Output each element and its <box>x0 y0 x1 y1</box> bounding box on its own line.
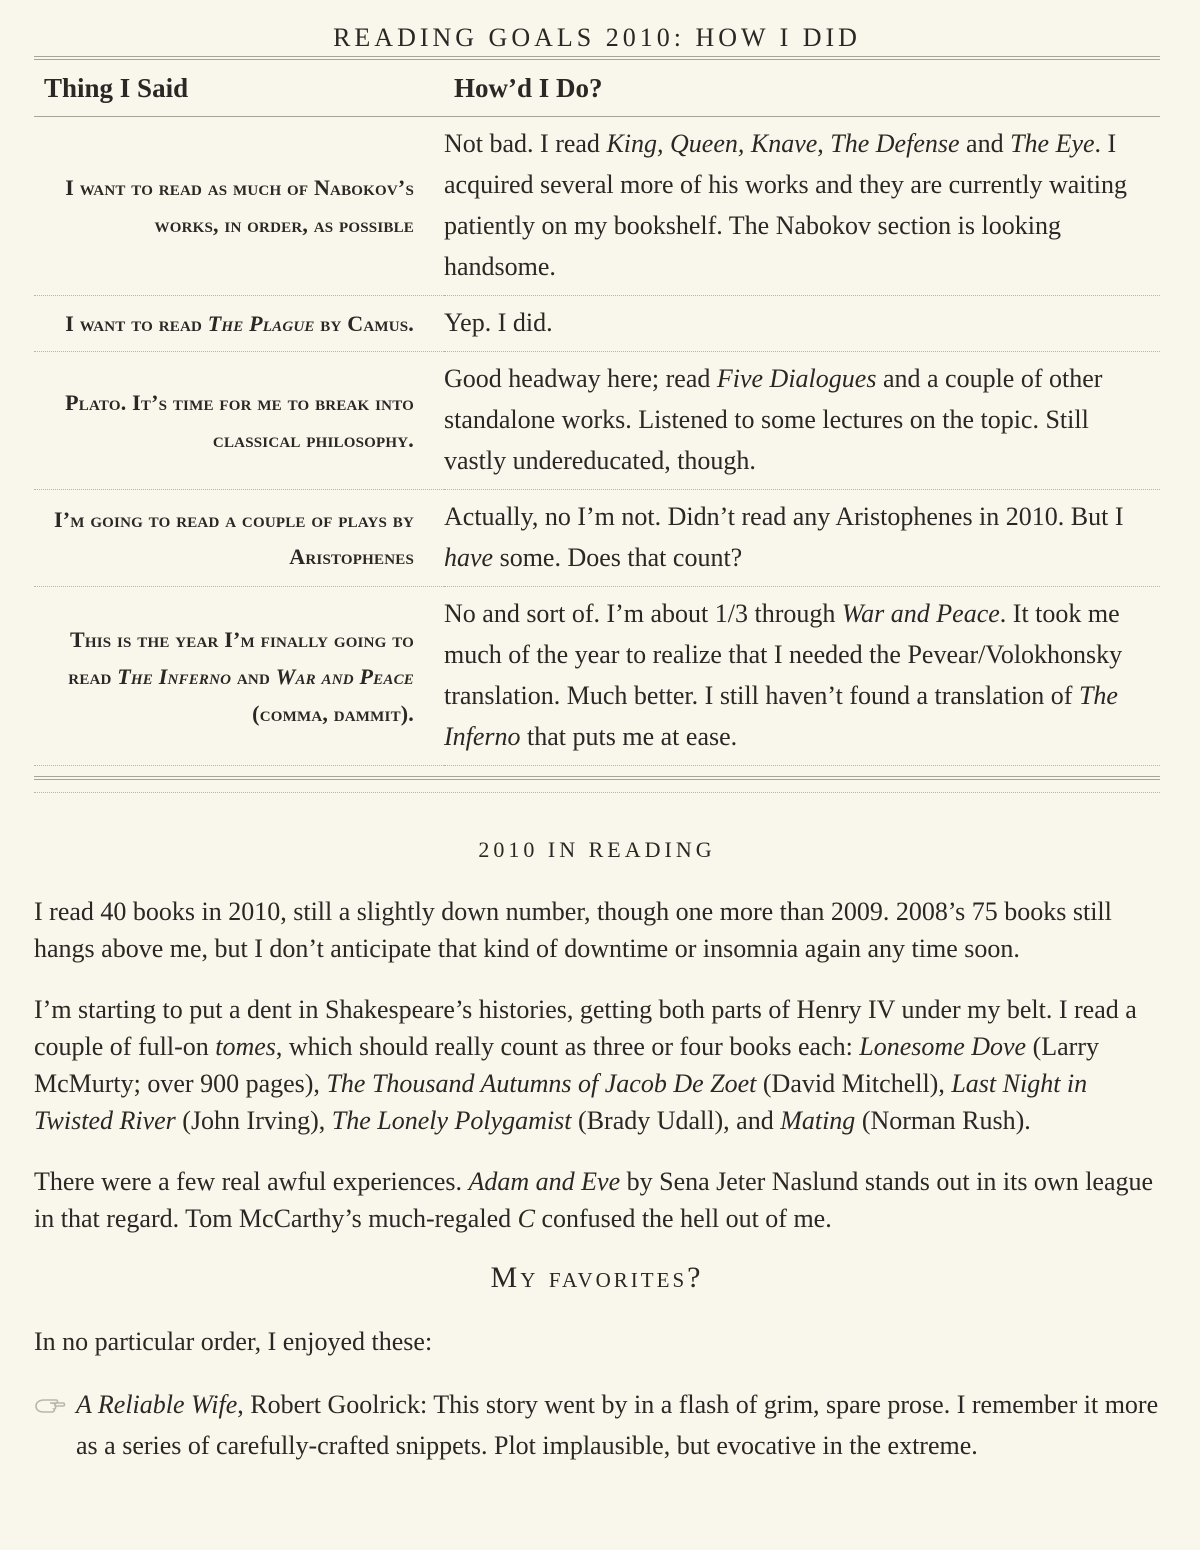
result-cell <box>444 587 1160 766</box>
result-cell <box>444 117 1160 296</box>
table-row <box>34 296 1160 352</box>
goal-cell: I’m going to read a couple of plays by Aristophenes <box>34 490 444 587</box>
book-title: The Inferno <box>117 663 232 689</box>
text: I’m starting to put a dent in Shakespeare’s histories, getting both parts of Henry IV under my belt. I read a couple of full-on <box>34 995 1137 1061</box>
goal-cell <box>34 296 444 352</box>
pointing-hand-icon <box>34 1392 66 1416</box>
text: (David Mitchell), <box>756 1069 952 1098</box>
table-caption: READING GOALS 2010: HOW I DID <box>333 23 861 52</box>
result-cell <box>444 490 1160 587</box>
emphasis: have <box>444 543 494 572</box>
result-cell: Yep. I did. <box>444 296 1160 352</box>
paragraph <box>34 991 1160 1139</box>
text: (Brady Udall), and <box>571 1106 781 1135</box>
section-divider <box>34 792 1160 793</box>
result-text: Not bad. I read <box>444 129 607 158</box>
text: , which should really count as three or four books each: <box>275 1032 860 1061</box>
reading-goals-table <box>34 60 1160 766</box>
goal-text: I want to read <box>65 311 208 336</box>
goal-text: (comma, dammit). <box>252 700 414 726</box>
result-text: and a couple of other standalone works. Listened to some lectures on the topic. Still vastly undereducated, though. <box>444 364 1103 475</box>
goal-text: This is the year I’m finally going to read <box>68 626 414 689</box>
book-title: Adam and Eve <box>468 1167 621 1196</box>
book-title: The Inferno <box>444 681 1118 751</box>
favorites-list <box>34 1384 1160 1466</box>
book-title: The Eye <box>1010 129 1095 158</box>
result-text: and <box>959 129 1011 158</box>
result-text: No and sort of. I’m about 1/3 through <box>444 599 842 628</box>
book-title: The Lonely Polygamist <box>331 1106 572 1135</box>
result-text: Actually, no I’m not. Didn’t read any Aristophenes in 2010. But I <box>444 502 1124 531</box>
paragraph: In no particular order, I enjoyed these: <box>34 1327 433 1356</box>
result-text: that puts me at ease. <box>520 722 738 751</box>
header-thing-i-said: Thing I Said <box>34 60 444 117</box>
paragraph: I read 40 books in 2010, still a slightly down number, though one more than 2009. 2008’s 75 books still hangs above me, but I don’t anticipate that kind of downtime or insomnia again any time soon. <box>34 897 1112 963</box>
text: by Sena Jeter Naslund stands out in its own league in that regard. Tom McCarthy’s much-regaled <box>34 1167 1154 1233</box>
header-howd-i-do: How’d I Do? <box>444 60 1160 117</box>
book-title: Five Dialogues <box>716 364 877 393</box>
text: There were a few real awful experiences. <box>34 1167 469 1196</box>
result-text: some. Does that count? <box>493 543 743 572</box>
book-title: Last Night in Twisted River <box>34 1069 1088 1135</box>
text: confused the hell out of me. <box>534 1204 832 1233</box>
table-row <box>34 117 1160 296</box>
book-title: C <box>517 1204 535 1233</box>
goal-cell: Plato. It’s time for me to break into classical philosophy. <box>34 352 444 490</box>
text: (Norman Rush). <box>855 1106 1031 1135</box>
table-bottom-rule <box>34 776 1160 780</box>
result-cell <box>444 352 1160 490</box>
table-row <box>34 587 1160 766</box>
result-text: . I acquired several more of his works and they are currently waiting patiently on my bookshelf. The Nabokov section is looking handsome. <box>444 129 1127 281</box>
book-title: A Reliable Wife <box>76 1390 238 1419</box>
result-text: Good headway here; read <box>444 364 717 393</box>
goal-text: and <box>231 663 276 689</box>
article <box>34 0 1160 1466</box>
list-item <box>34 1384 1160 1466</box>
text: (Larry McMurty; over 900 pages), <box>34 1032 1099 1098</box>
goal-cell <box>34 587 444 766</box>
book-title: The Thousand Autumns of Jacob De Zoet <box>326 1069 757 1098</box>
result-text: . It took me much of the year to realize that I needed the Pevear/Volokhonsky translation. Much better. I still haven’t found a translation of <box>444 599 1123 710</box>
goal-cell: I want to read as much of Nabokov’s works, in order, as possible <box>34 117 444 296</box>
paragraph <box>34 1163 1160 1237</box>
book-title: War and Peace <box>841 599 1000 628</box>
table-row <box>34 490 1160 587</box>
book-title: Lonesome Dove <box>859 1032 1027 1061</box>
emphasis: tomes <box>215 1032 276 1061</box>
section-heading-2010-in-reading: 2010 IN READING <box>478 837 716 862</box>
table-header-row <box>34 60 1160 117</box>
book-title: Mating <box>780 1106 856 1135</box>
list-item-text: , Robert Goolrick: This story went by in a flash of grim, spare prose. I remember it more as a series of carefully-crafted snippets. Plot implausible, but evocative in the extreme. <box>76 1390 1159 1460</box>
book-title: The Plague <box>207 311 315 336</box>
result-text: , <box>817 129 831 158</box>
section-heading-my-favorites: My favorites? <box>490 1261 704 1294</box>
text: (John Irving), <box>175 1106 332 1135</box>
book-title: The Defense <box>830 129 960 158</box>
book-title: King, Queen, Knave <box>606 129 818 158</box>
table-row <box>34 352 1160 490</box>
goal-text: by Camus. <box>314 311 414 336</box>
book-title: War and Peace <box>275 663 414 689</box>
